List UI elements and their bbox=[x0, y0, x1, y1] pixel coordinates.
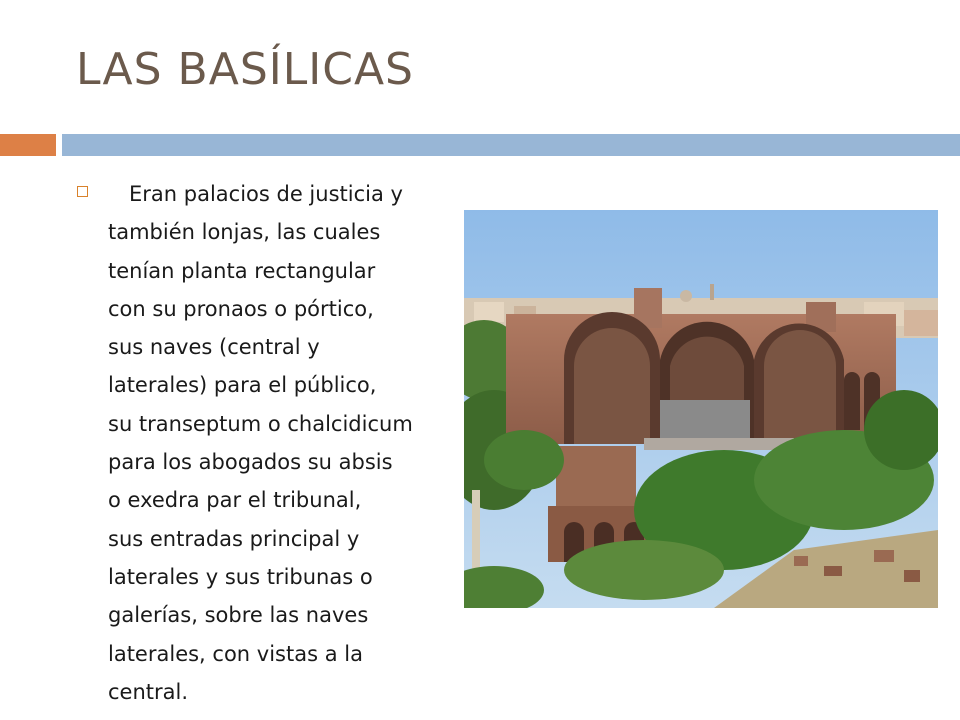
bullet-text-line: laterales, con vistas a la bbox=[108, 641, 363, 666]
bullet-text-line: tenían planta rectangular bbox=[108, 258, 376, 283]
bullet-text-line: también lonjas, las cuales bbox=[108, 220, 381, 245]
bullet-text-line: su transeptum o chalcidicum bbox=[108, 411, 413, 436]
slide-title: LAS BASÍLICAS bbox=[76, 44, 414, 95]
accent-bar-blue bbox=[62, 134, 960, 156]
bullet-text-line: central. bbox=[108, 679, 189, 704]
bullet-text-line: o exedra par el tribunal, bbox=[108, 488, 362, 513]
bullet-text bbox=[108, 175, 468, 711]
bullet-text-line: con su pronaos o pórtico, bbox=[108, 296, 374, 321]
basilica-ruins-photo bbox=[464, 210, 938, 608]
accent-bar-orange bbox=[0, 134, 56, 156]
bullet-text-line: Eran palacios de justicia y bbox=[129, 182, 403, 206]
bullet-text-line: sus naves (central y bbox=[108, 335, 320, 360]
square-bullet-icon bbox=[77, 186, 88, 197]
bullet-text-line: galerías, sobre las naves bbox=[108, 603, 369, 628]
bullet-text-line: sus entradas principal y bbox=[108, 526, 360, 551]
bullet-text-line: para los abogados su absis bbox=[108, 450, 393, 475]
bullet-text-line: laterales y sus tribunas o bbox=[108, 564, 373, 589]
bullet-text-line: laterales) para el público, bbox=[108, 373, 377, 398]
